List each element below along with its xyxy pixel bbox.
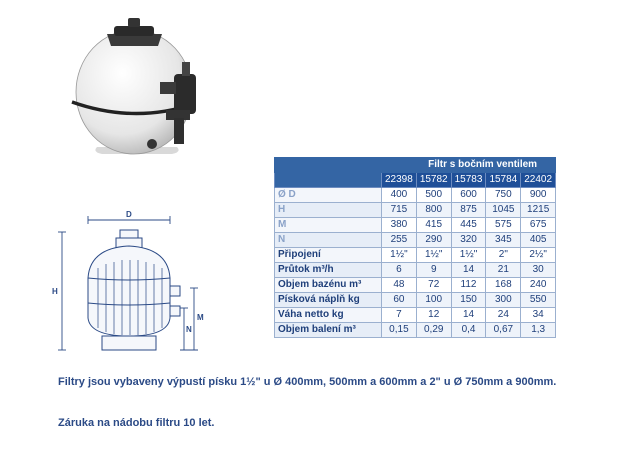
table-row	[275, 218, 556, 233]
dimension-h-label: H	[52, 287, 58, 296]
table-cell: 100	[416, 293, 451, 308]
table-cell: 675	[521, 218, 556, 233]
dimension-m-label: M	[197, 313, 204, 322]
product-code: 15782	[416, 173, 451, 188]
table-cell: 255	[382, 233, 417, 248]
table-cell: 575	[486, 218, 521, 233]
sand-drain-note: Filtry jsou vybaveny výpustí písku 1½" u Ø 400mm, 500mm a 600mm a 2" u Ø 750mm a 900mm.	[58, 376, 557, 388]
table-cell: 445	[451, 218, 486, 233]
table-cell: 24	[486, 308, 521, 323]
table-cell: 0,67	[486, 323, 521, 338]
table-row	[275, 263, 556, 278]
table-row	[275, 278, 556, 293]
table-cell: 300	[486, 293, 521, 308]
table-cell: 800	[416, 203, 451, 218]
product-code-row	[275, 173, 556, 188]
filter-technical-drawing	[40, 208, 220, 358]
table-cell: 60	[382, 293, 417, 308]
table-cell: 600	[451, 188, 486, 203]
row-label: Písková náplň kg	[275, 293, 382, 308]
table-cell: 1½"	[382, 248, 417, 263]
table-cell: 12	[416, 308, 451, 323]
table-cell: 14	[451, 263, 486, 278]
table-cell: 1215	[521, 203, 556, 218]
table-cell: 34	[521, 308, 556, 323]
row-label: M	[275, 218, 382, 233]
table-cell: 112	[451, 278, 486, 293]
table-cell: 2"	[486, 248, 521, 263]
row-label: Průtok m³/h	[275, 263, 382, 278]
filter-photo	[62, 12, 212, 162]
product-code: 22398	[382, 173, 417, 188]
table-cell: 345	[486, 233, 521, 248]
code-row-label	[275, 173, 382, 188]
table-cell: 1045	[486, 203, 521, 218]
table-corner	[275, 158, 382, 173]
table-cell: 380	[382, 218, 417, 233]
table-cell: 14	[451, 308, 486, 323]
table-cell: 7	[382, 308, 417, 323]
table-cell: 550	[521, 293, 556, 308]
table-cell: 415	[416, 218, 451, 233]
filter-spec-table	[274, 157, 556, 338]
table-cell: 2½"	[521, 248, 556, 263]
table-cell: 290	[416, 233, 451, 248]
table-cell: 750	[486, 188, 521, 203]
table-row	[275, 308, 556, 323]
product-code: 15783	[451, 173, 486, 188]
table-cell: 1,3	[521, 323, 556, 338]
product-code: 22402	[521, 173, 556, 188]
table-title: Filtr s bočním ventilem	[382, 158, 556, 173]
table-cell: 0,4	[451, 323, 486, 338]
table-cell: 48	[382, 278, 417, 293]
dimension-d-label: D	[126, 210, 132, 219]
dimension-n-label: N	[186, 325, 192, 334]
row-label: Ø D	[275, 188, 382, 203]
table-cell: 500	[416, 188, 451, 203]
table-row	[275, 293, 556, 308]
table-cell: 715	[382, 203, 417, 218]
table-cell: 405	[521, 233, 556, 248]
table-row	[275, 233, 556, 248]
table-cell: 400	[382, 188, 417, 203]
row-label: Váha netto kg	[275, 308, 382, 323]
table-cell: 168	[486, 278, 521, 293]
row-label: Objem balení m³	[275, 323, 382, 338]
row-label: N	[275, 233, 382, 248]
table-cell: 900	[521, 188, 556, 203]
row-label: H	[275, 203, 382, 218]
table-cell: 240	[521, 278, 556, 293]
row-label: Objem bazénu m³	[275, 278, 382, 293]
table-cell: 9	[416, 263, 451, 278]
table-cell: 320	[451, 233, 486, 248]
table-cell: 0,29	[416, 323, 451, 338]
warranty-note: Záruka na nádobu filtru 10 let.	[58, 417, 215, 429]
table-cell: 0,15	[382, 323, 417, 338]
table-cell: 150	[451, 293, 486, 308]
table-cell: 875	[451, 203, 486, 218]
table-cell: 1½"	[416, 248, 451, 263]
table-row	[275, 323, 556, 338]
table-cell: 30	[521, 263, 556, 278]
spec-rows	[275, 188, 556, 338]
table-row	[275, 203, 556, 218]
table-cell: 1½"	[451, 248, 486, 263]
table-cell: 72	[416, 278, 451, 293]
product-code: 15784	[486, 173, 521, 188]
table-cell: 21	[486, 263, 521, 278]
row-label: Připojení	[275, 248, 382, 263]
table-row	[275, 248, 556, 263]
table-row	[275, 188, 556, 203]
table-cell: 6	[382, 263, 417, 278]
